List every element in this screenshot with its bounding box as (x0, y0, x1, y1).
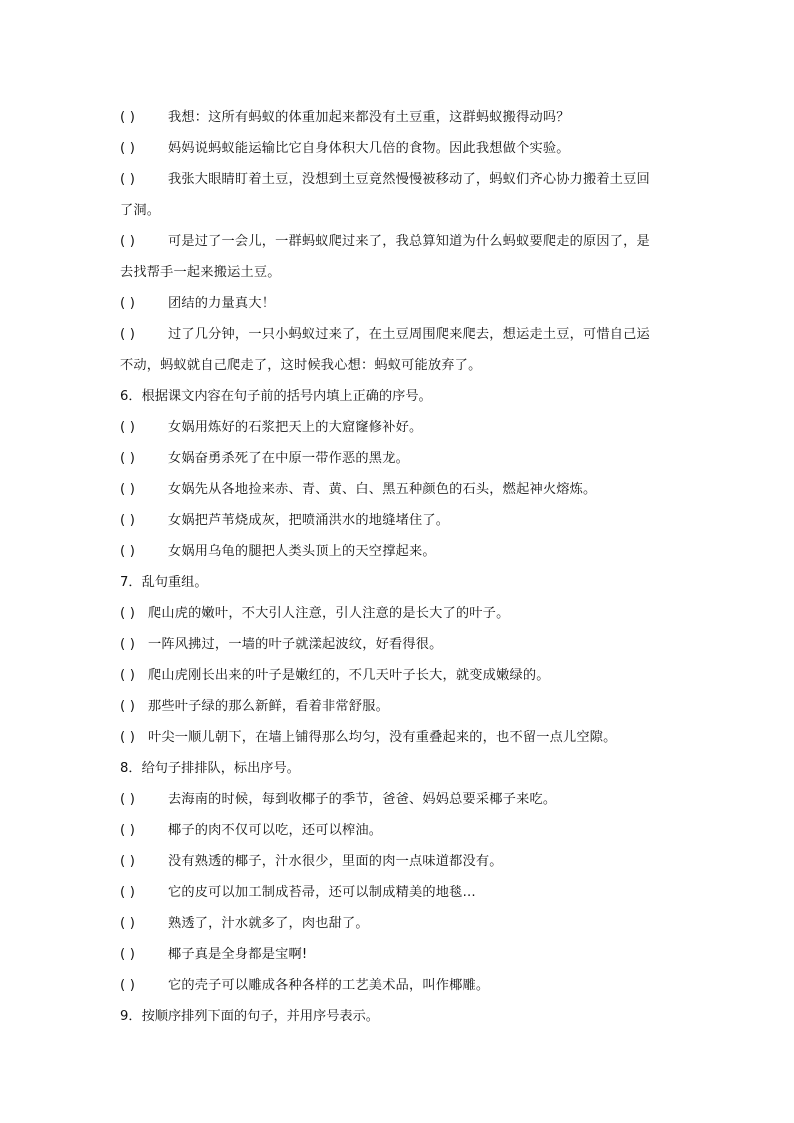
sentence-item (120, 846, 680, 877)
answer-blank[interactable]: ( ) (120, 451, 136, 466)
sentence-item (120, 722, 680, 753)
question-6-title: 6．根据课文内容在句子前的括号内填上正确的序号。 (120, 389, 432, 404)
answer-blank[interactable]: ( ) (120, 699, 136, 714)
sentence-item (120, 102, 680, 133)
sentence-text: 团结的力量真大！ (168, 296, 276, 311)
sentence-text: 女娲把芦苇烧成灰，把喷涌洪水的地缝堵住了。 (168, 513, 450, 528)
sentence-item (120, 970, 680, 1001)
answer-blank[interactable]: ( ) (120, 420, 136, 435)
answer-blank[interactable]: ( ) (120, 854, 136, 869)
sentence-item (120, 133, 680, 164)
answer-blank[interactable]: ( ) (120, 296, 136, 311)
sentence-item (120, 815, 680, 846)
answer-blank[interactable]: ( ) (120, 513, 136, 528)
question-8-title: 8．给句子排排队，标出序号。 (120, 761, 300, 776)
sentence-text: 没有熟透的椰子，汁水很少，里面的肉一点味道都没有。 (168, 854, 503, 869)
sentence-item (120, 536, 680, 567)
answer-blank[interactable]: ( ) (120, 234, 136, 249)
sentence-text: 它的皮可以加工制成苔帚，还可以制成精美的地毯… (168, 885, 476, 900)
answer-blank[interactable]: ( ) (120, 885, 136, 900)
answer-blank[interactable]: ( ) (120, 327, 136, 342)
sentence-item (120, 443, 680, 474)
sentence-item (120, 629, 680, 660)
sentence-text: 女娲用乌龟的腿把人类头顶上的天空撑起来。 (168, 544, 436, 559)
answer-blank[interactable]: ( ) (120, 916, 136, 931)
sentence-item (120, 226, 680, 257)
sentence-text: 叶尖一顺儿朝下，在墙上铺得那么均匀，没有重叠起来的，也不留一点儿空隙。 (148, 730, 617, 745)
sentence-item (120, 908, 680, 939)
question-9-title: 9．按顺序排列下面的句子，并用序号表示。 (120, 1009, 379, 1024)
sentence-item (120, 164, 680, 195)
sentence-item (120, 412, 680, 443)
sentence-item (120, 660, 680, 691)
sentence-text: 女娲用炼好的石浆把天上的大窟窿修补好。 (168, 420, 423, 435)
sentence-item (120, 784, 680, 815)
sentence-item (120, 939, 680, 970)
sentence-text: 爬山虎刚长出来的叶子是嫩红的，不几天叶子长大，就变成嫩绿的。 (148, 668, 550, 683)
sentence-item (120, 288, 680, 319)
answer-blank[interactable]: ( ) (120, 482, 136, 497)
answer-blank[interactable]: ( ) (120, 141, 136, 156)
sentence-text: 妈妈说蚂蚁能运输比它自身体积大几倍的食物。因此我想做个实验。 (168, 141, 570, 156)
sentence-text: 我想：这所有蚂蚁的体重加起来都没有土豆重，这群蚂蚁搬得动吗？ (168, 110, 570, 125)
answer-blank[interactable]: ( ) (120, 606, 136, 621)
sentence-text: 熟透了，汁水就多了，肉也甜了。 (168, 916, 369, 931)
sentence-text: 一阵风拂过，一墙的叶子就漾起波纹，好看得很。 (148, 637, 443, 652)
sentence-continuation: 了洞。 (120, 203, 161, 218)
sentence-text: 去海南的时候，每到收椰子的季节，爸爸、妈妈总要采椰子来吃。 (168, 792, 557, 807)
sentence-text: 那些叶子绿的那么新鲜，看着非常舒服。 (148, 699, 389, 714)
sentence-text: 女娲先从各地捡来赤、青、黄、白、黑五种颜色的石头，燃起神火熔炼。 (168, 482, 597, 497)
answer-blank[interactable]: ( ) (120, 978, 136, 993)
answer-blank[interactable]: ( ) (120, 544, 136, 559)
sentence-continuation: 不动，蚂蚁就自己爬走了，这时候我心想：蚂蚁可能放弃了。 (120, 358, 482, 373)
answer-blank[interactable]: ( ) (120, 172, 136, 187)
sentence-text: 可是过了一会儿，一群蚂蚁爬过来了，我总算知道为什么蚂蚁要爬走的原因了，是 (168, 234, 650, 249)
answer-blank[interactable]: ( ) (120, 792, 136, 807)
answer-blank[interactable]: ( ) (120, 823, 136, 838)
answer-blank[interactable]: ( ) (120, 947, 136, 962)
answer-blank[interactable]: ( ) (120, 668, 136, 683)
sentence-item (120, 598, 680, 629)
sentence-item (120, 691, 680, 722)
sentence-text: 椰子的肉不仅可以吃，还可以榨油。 (168, 823, 383, 838)
sentence-continuation: 去找帮手一起来搬运土豆。 (120, 265, 281, 280)
sentence-item (120, 319, 680, 350)
sentence-text: 椰子真是全身都是宝啊! (168, 947, 308, 962)
worksheet-content (120, 102, 680, 1032)
answer-blank[interactable]: ( ) (120, 637, 136, 652)
sentence-text: 它的壳子可以雕成各种各样的工艺美术品，叫作椰雕。 (168, 978, 490, 993)
sentence-text: 过了几分钟，一只小蚂蚁过来了，在土豆周围爬来爬去，想运走土豆，可惜自己运 (168, 327, 650, 342)
sentence-item (120, 474, 680, 505)
sentence-text: 爬山虎的嫩叶，不大引人注意，引人注意的是长大了的叶子。 (148, 606, 510, 621)
sentence-item (120, 505, 680, 536)
sentence-text: 我张大眼睛盯着土豆，没想到土豆竟然慢慢被移动了，蚂蚁们齐心协力搬着土豆回 (168, 172, 650, 187)
answer-blank[interactable]: ( ) (120, 730, 136, 745)
sentence-text: 女娲奋勇杀死了在中原一带作恶的黑龙。 (168, 451, 409, 466)
sentence-item (120, 877, 680, 908)
question-7-title: 7．乱句重组。 (120, 575, 208, 590)
answer-blank[interactable]: ( ) (120, 110, 136, 125)
